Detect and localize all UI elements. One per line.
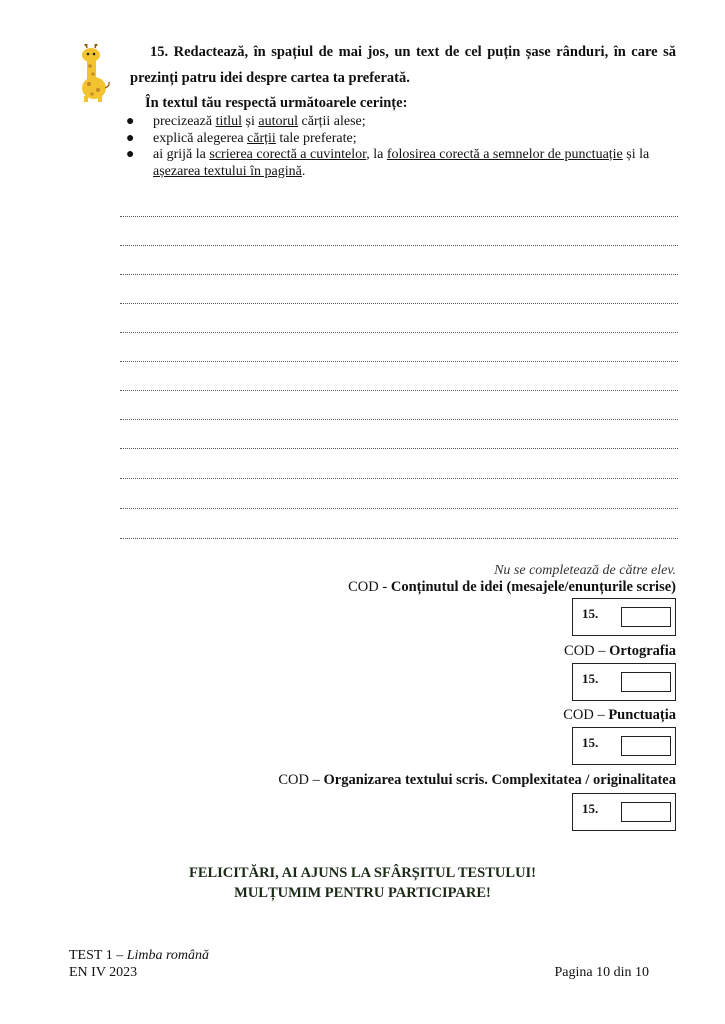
answer-line[interactable] [120, 332, 678, 333]
item-number: 15. [582, 606, 599, 621]
requirement-text: ai grijă la [153, 147, 210, 162]
requirement-item [126, 147, 678, 180]
item-number: 15. [582, 671, 599, 686]
criterion-label-spelling [564, 643, 676, 660]
criterion-label-organization [278, 772, 676, 789]
requirement-text: și [242, 114, 259, 129]
evaluator-note: Nu se completează de către elev. [494, 563, 676, 578]
closing-line-2: MULȚUMIM PENTRU PARTICIPARE! [234, 885, 491, 901]
subject-name: Limba română [126, 948, 210, 963]
requirement-text: explică alegerea [153, 130, 248, 146]
score-box-organization [572, 793, 676, 831]
test-number: TEST 1 – [69, 948, 127, 963]
criterion-name: Ortografia [609, 643, 676, 659]
criterion-label-content [348, 579, 676, 596]
item-number: 15. [582, 735, 599, 750]
criterion-name: Punctuația [608, 707, 676, 723]
closing-line-1: FELICITĂRI, AI AJUNS LA SFÂRȘITUL TESTULUI! [188, 865, 537, 881]
requirement-item [126, 114, 678, 131]
giraffe-illustration [74, 44, 114, 102]
cod-prefix: COD - [348, 579, 391, 595]
score-field[interactable] [621, 736, 671, 756]
score-field[interactable] [621, 607, 671, 627]
answer-line[interactable] [120, 245, 678, 246]
requirement-text: și la [622, 147, 650, 162]
criterion-name: Conținutul de idei (mesajele/enunțurile scrise) [390, 579, 676, 595]
question-line-2: prezinți patru idei despre cartea ta preferată. [130, 70, 410, 86]
page-number: Pagina 10 din 10 [554, 965, 649, 980]
requirement-keyword: autorul [258, 114, 299, 129]
criterion-name: Organizarea textului scris. Complexitatea / originalitatea [323, 772, 676, 788]
requirement-keyword: titlul [215, 114, 243, 129]
answer-line[interactable] [120, 390, 678, 391]
footer-test-label [69, 948, 209, 964]
requirement-item [126, 131, 678, 148]
answer-line[interactable] [120, 508, 678, 509]
answer-line[interactable] [120, 448, 678, 449]
cod-prefix: COD – [563, 707, 609, 723]
answer-line[interactable] [120, 419, 678, 420]
bullet-icon: ● [126, 114, 135, 129]
requirements-title: În textul tău respectă următoarele cerințe: [145, 95, 408, 111]
score-box-punctuation [572, 727, 676, 765]
answer-line[interactable] [120, 274, 678, 275]
requirements-list [126, 114, 678, 180]
answer-line[interactable] [120, 216, 678, 217]
bullet-icon: ● [126, 147, 135, 162]
footer-exam: EN IV 2023 [69, 965, 138, 980]
requirement-keyword: folosirea corectă a semnelor de punctuație [386, 147, 623, 162]
requirement-text: precizează [153, 114, 216, 129]
requirement-keyword: cărții [247, 130, 276, 146]
bullet-icon: ● [126, 130, 135, 146]
score-field[interactable] [621, 672, 671, 692]
answer-line[interactable] [120, 303, 678, 304]
cod-prefix: COD – [564, 643, 610, 659]
requirement-keyword: așezarea textului în pagină [153, 163, 302, 179]
question-line-1: 15. Redactează, în spațiul de mai jos, un text de cel puțin șase rânduri, în care să [150, 44, 676, 60]
criterion-label-punctuation [563, 707, 676, 724]
cod-prefix: COD – [278, 772, 324, 788]
requirement-text: tale preferate; [275, 130, 357, 146]
requirement-text: cărții alese; [298, 114, 366, 129]
requirement-keyword: scrierea corectă a cuvintelor [209, 147, 367, 162]
item-number: 15. [582, 801, 599, 816]
score-box-content [572, 598, 676, 636]
answer-line[interactable] [120, 361, 678, 362]
answer-line[interactable] [120, 538, 678, 539]
requirement-text: , la [366, 147, 387, 162]
score-field[interactable] [621, 802, 671, 822]
requirement-text: . [301, 163, 306, 179]
score-box-spelling [572, 663, 676, 701]
answer-line[interactable] [120, 478, 678, 479]
